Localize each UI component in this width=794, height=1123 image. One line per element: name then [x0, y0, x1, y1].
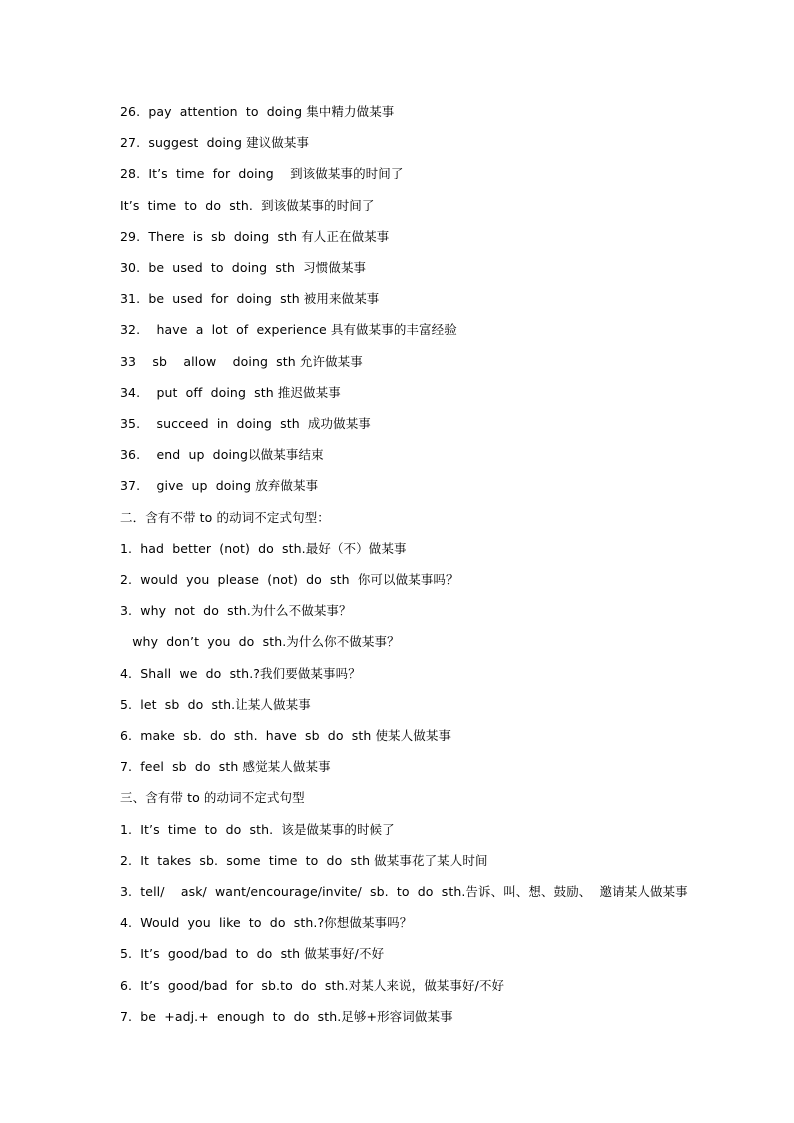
- text-line: 7. feel sb do sth 感觉某人做某事: [120, 759, 331, 775]
- text-line: 4. Would you like to do sth.?你想做某事吗？: [120, 915, 413, 931]
- text-line: 33 sb allow doing sth 允许做某事: [120, 353, 363, 369]
- text-line: 30. be used to doing sth 习惯做某事: [120, 260, 367, 275]
- text-line: 7. be +adj.+ enough to do sth.足够+形容词做某事: [120, 1008, 453, 1024]
- text-line: 31. be used for doing sth 被用来做某事: [120, 291, 380, 307]
- text-line: 27. suggest doing 建议做某事: [120, 135, 310, 151]
- text-line: 3. why not do sth.为什么不做某事？: [120, 603, 352, 619]
- text-line: 6. It’s good/bad for sb.to do sth.对某人来说，做某事好/不好: [120, 977, 505, 993]
- text-line: 28. It’s time for doing 到该做某事的时间了: [120, 166, 404, 182]
- text-line: 36. end up doing以做某事结束: [120, 447, 324, 463]
- text-line: 二．含有不带 to 的动词不定式句型：: [120, 509, 330, 525]
- text-line: why don’t you do sth.为什么你不做某事？: [120, 634, 400, 650]
- text-line: 三、含有带 to 的动词不定式句型: [120, 790, 305, 806]
- text-line: 4. Shall we do sth.?我们要做某事吗？: [120, 665, 361, 681]
- text-line: 1. It’s time to do sth. 该是做某事的时候了: [120, 821, 395, 837]
- text-line: 6. make sb. do sth. have sb do sth 使某人做某事: [120, 728, 452, 743]
- text-line: 35. succeed in doing sth 成功做某事: [120, 416, 371, 431]
- text-line: It’s time to do sth. 到该做某事的时间了: [120, 197, 375, 213]
- text-line: 3. tell/ ask/ want/encourage/invite/ sb. to do sth.告诉、叫、想、鼓励、 邀请某人做某事: [120, 884, 688, 899]
- text-line: 5. let sb do sth.让某人做某事: [120, 696, 311, 712]
- text-line: 2. It takes sb. some time to do sth 做某事花了某人时间: [120, 852, 488, 868]
- text-line: 5. It’s good/bad to do sth 做某事好/不好: [120, 946, 385, 962]
- text-line: 32. have a lot of experience 具有做某事的丰富经验: [120, 322, 457, 338]
- text-line: 26. pay attention to doing 集中精力做某事: [120, 104, 395, 119]
- text-line: 29. There is sb doing sth 有人正在做某事: [120, 228, 390, 244]
- text-line: 37. give up doing 放弃做某事: [120, 478, 319, 494]
- text-line: 1. had better (not) do sth.最好（不）做某事: [120, 540, 407, 556]
- text-line: 34. put off doing sth 推迟做某事: [120, 384, 341, 400]
- text-line: 2. would you please (not) do sth 你可以做某事吗？: [120, 572, 459, 587]
